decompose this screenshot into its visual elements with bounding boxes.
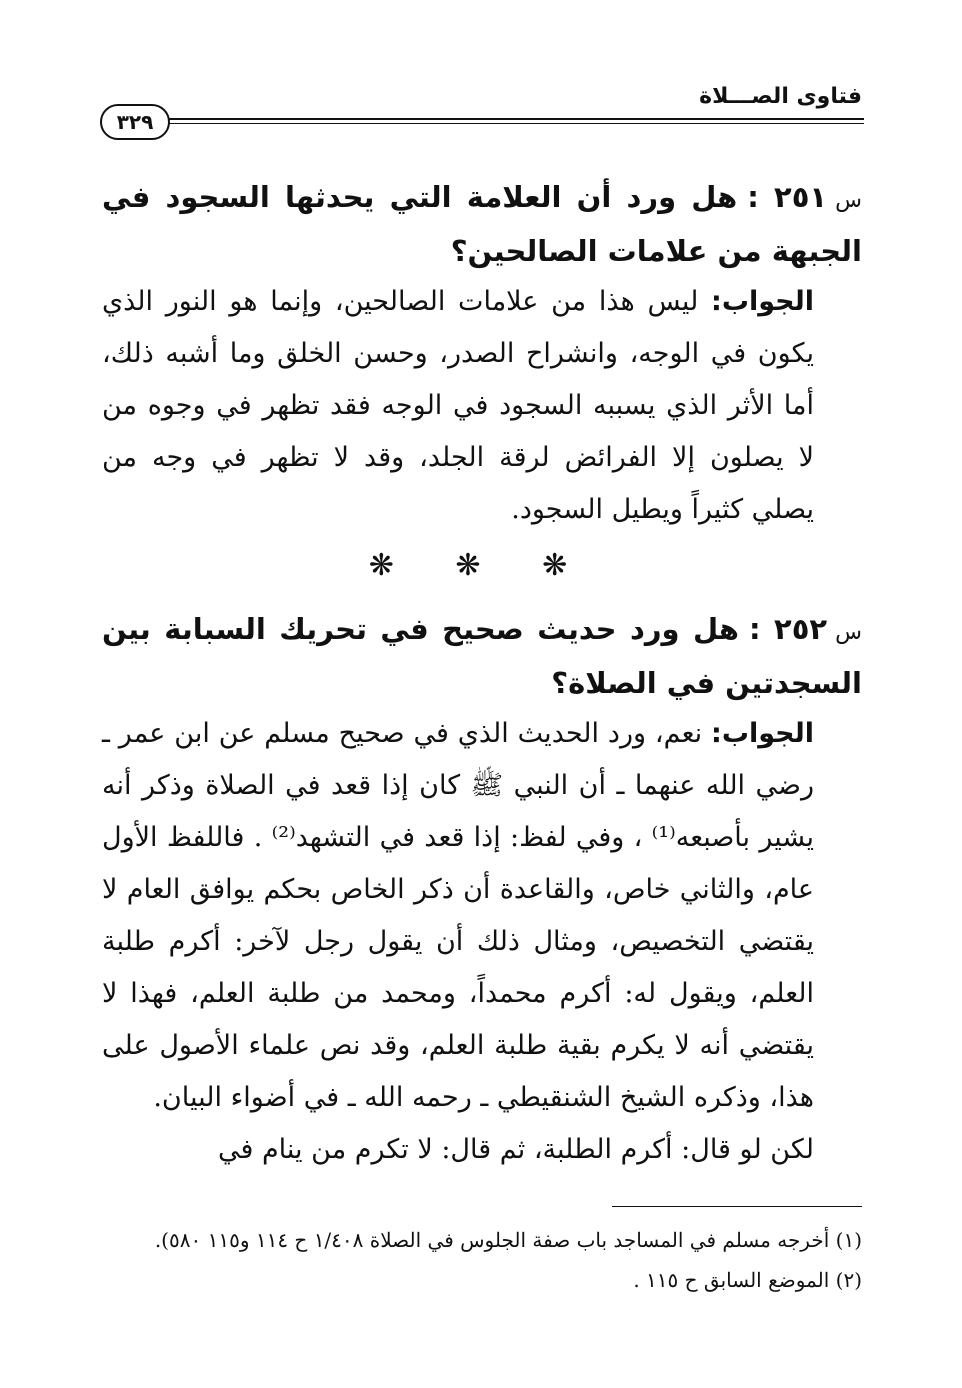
answer-252-label: الجواب: (711, 718, 814, 749)
running-header-title: فتاوى الصـــلاة (699, 84, 862, 109)
question-252 (102, 604, 862, 1176)
question-251-heading (102, 172, 862, 276)
answer-252-text: نعم، ورد الحديث الذي في صحيح مسلم عن ابن عمر ـ رضي الله عنهما ـ أن النبي ﷺ كان إذا قعد في الصلاة وذكر أنه يشير بأصبعه⁽¹⁾ ، وفي لفظ: إذا قعد في التشهد⁽²⁾ . فاللفظ الأول عام، والثاني خاص، والقاعدة أن ذكر الخاص بحكم يوافق العام لا يقتضي التخصيص، ومثال ذلك أن يقول رجل لآخر: أكرم طلبة العلم، ويقول له: أكرم محمداً، ومحمد من طلبة العلم، فهذا لا يقتضي أنه لا يكرم بقية طلبة العلم، وقد نص علماء الأصول على هذا، وذكره الشيخ الشنقيطي ـ رحمه الله ـ في أضواء البيان. (102, 718, 814, 1113)
answer-252-continuation: لكن لو قال: أكرم الطلبة، ثم قال: لا تكرم من ينام في (217, 1134, 814, 1165)
footnote-1: (١) أخرجه مسلم في المساجد باب صفة الجلوس في الصلاة ١/٤٠٨ ح ١١٤ و١١٥ ٥٨٠). (154, 1228, 862, 1252)
footnote-rule (612, 1206, 862, 1207)
question-252-number: ٢٥٢ : (748, 612, 828, 646)
answer-251 (102, 276, 862, 536)
page-number: ٣٢٩ (100, 104, 170, 140)
question-252-heading (102, 604, 862, 708)
answer-251-label: الجواب: (711, 286, 814, 317)
question-251 (102, 172, 862, 536)
answer-252 (102, 708, 862, 1124)
section-separator: ❋ ❋ ❋ (368, 548, 594, 583)
question-251-text: هل ورد أن العلامة التي يحدثها السجود في الجبهة من علامات الصالحين؟ (102, 180, 862, 268)
footnotes (102, 1220, 862, 1300)
question-mark-symbol: س (835, 188, 862, 213)
header-rule (160, 118, 864, 124)
question-251-number: ٢٥١ : (747, 180, 828, 214)
question-mark-symbol: س (835, 620, 862, 645)
answer-251-text: ليس هذا من علامات الصالحين، وإنما هو النور الذي يكون في الوجه، وانشراح الصدر، وحسن الخلق وما أشبه ذلك، أما الأثر الذي يسببه السجود في الوجه فقد تظهر في وجوه من لا يصلون إلا الفرائض لرقة الجلد، وقد لا تظهر في وجه من يصلي كثيراً ويطيل السجود. (102, 286, 814, 525)
footnote-2: (٢) الموضع السابق ح ١١٥ . (633, 1268, 862, 1292)
question-252-text: هل ورد حديث صحيح في تحريك السبابة بين السجدتين في الصلاة؟ (102, 612, 862, 700)
